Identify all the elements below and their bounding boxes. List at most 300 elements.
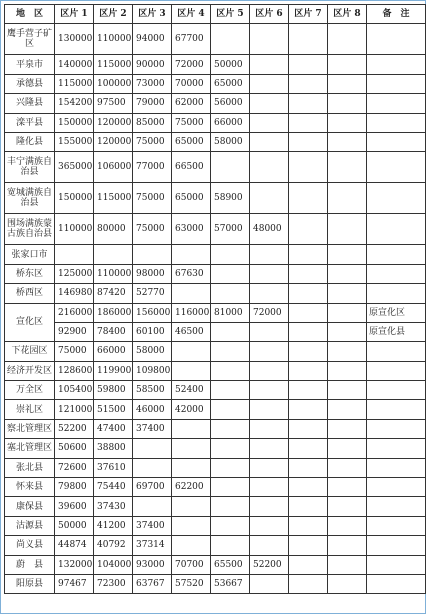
zone-price-cell: 121000 bbox=[55, 400, 94, 419]
table-row bbox=[5, 458, 426, 477]
zone-price-cell: 109800 bbox=[133, 361, 172, 380]
zone-price-cell: 38800 bbox=[94, 439, 133, 458]
table-row bbox=[5, 536, 426, 555]
region-name-cell: 桥东区 bbox=[5, 264, 55, 283]
note-cell bbox=[367, 94, 426, 113]
zone-price-cell bbox=[328, 214, 367, 245]
zone-price-cell: 69700 bbox=[133, 478, 172, 497]
zone-price-cell: 52200 bbox=[55, 419, 94, 438]
column-header: 区片 5 bbox=[211, 5, 250, 24]
zone-price-cell bbox=[289, 132, 328, 151]
zone-price-cell: 37400 bbox=[133, 516, 172, 535]
zone-price-cell bbox=[289, 574, 328, 593]
zone-price-cell bbox=[211, 284, 250, 303]
zone-price-cell: 39600 bbox=[55, 497, 94, 516]
table-row bbox=[5, 381, 426, 400]
zone-price-cell bbox=[328, 555, 367, 574]
column-header: 备 注 bbox=[367, 5, 426, 24]
zone-price-cell bbox=[328, 183, 367, 214]
zone-price-cell: 66000 bbox=[211, 113, 250, 132]
zone-price-cell: 365000 bbox=[55, 152, 94, 183]
table-row bbox=[5, 55, 426, 74]
note-cell bbox=[367, 183, 426, 214]
zone-price-cell: 75000 bbox=[133, 132, 172, 151]
zone-price-cell: 110000 bbox=[94, 264, 133, 283]
zone-price-cell: 125000 bbox=[55, 264, 94, 283]
zone-price-cell: 72600 bbox=[55, 458, 94, 477]
zone-price-cell bbox=[250, 439, 289, 458]
zone-price-cell: 65000 bbox=[211, 74, 250, 93]
zone-price-cell: 37610 bbox=[94, 458, 133, 477]
zone-price-cell bbox=[289, 342, 328, 361]
zone-price-cell bbox=[94, 245, 133, 264]
zone-price-cell bbox=[289, 419, 328, 438]
zone-price-cell bbox=[289, 113, 328, 132]
zone-price-cell bbox=[289, 361, 328, 380]
zone-price-cell: 155000 bbox=[55, 132, 94, 151]
zone-price-cell bbox=[211, 400, 250, 419]
note-cell bbox=[367, 400, 426, 419]
region-name-cell: 怀来县 bbox=[5, 478, 55, 497]
region-name-cell: 康保县 bbox=[5, 497, 55, 516]
zone-price-cell bbox=[172, 361, 211, 380]
table-row bbox=[5, 132, 426, 151]
zone-price-cell: 100000 bbox=[94, 74, 133, 93]
note-cell bbox=[367, 536, 426, 555]
zone-price-cell: 62200 bbox=[172, 478, 211, 497]
zone-price-cell bbox=[289, 74, 328, 93]
zone-price-cell: 50000 bbox=[55, 516, 94, 535]
zone-price-cell: 37430 bbox=[94, 497, 133, 516]
zone-price-cell bbox=[328, 322, 367, 341]
zone-price-cell: 58500 bbox=[133, 381, 172, 400]
zone-price-cell: 53667 bbox=[211, 574, 250, 593]
zone-price-cell bbox=[250, 322, 289, 341]
zone-price-cell bbox=[289, 245, 328, 264]
zone-price-cell bbox=[250, 516, 289, 535]
note-cell bbox=[367, 55, 426, 74]
table-row bbox=[5, 322, 426, 341]
zone-price-cell: 79800 bbox=[55, 478, 94, 497]
region-name-cell: 万全区 bbox=[5, 381, 55, 400]
zone-price-cell: 58900 bbox=[211, 183, 250, 214]
region-name-cell: 兴隆县 bbox=[5, 94, 55, 113]
region-name-cell: 鹰手营子矿区 bbox=[5, 24, 55, 55]
zone-price-cell: 70000 bbox=[172, 74, 211, 93]
zone-price-cell: 110000 bbox=[94, 24, 133, 55]
zone-price-cell bbox=[289, 400, 328, 419]
zone-price-cell bbox=[211, 264, 250, 283]
zone-price-cell bbox=[250, 400, 289, 419]
zone-price-cell bbox=[172, 439, 211, 458]
zone-price-cell bbox=[289, 214, 328, 245]
zone-price-cell bbox=[211, 536, 250, 555]
zone-price-cell bbox=[133, 245, 172, 264]
zone-price-cell bbox=[328, 342, 367, 361]
table-row bbox=[5, 497, 426, 516]
zone-price-cell bbox=[289, 439, 328, 458]
zone-price-cell: 120000 bbox=[94, 113, 133, 132]
table-row bbox=[5, 478, 426, 497]
zone-price-cell bbox=[211, 361, 250, 380]
table-row bbox=[5, 555, 426, 574]
note-cell bbox=[367, 516, 426, 535]
zone-price-cell bbox=[250, 24, 289, 55]
zone-price-cell bbox=[133, 439, 172, 458]
zone-price-cell bbox=[289, 24, 328, 55]
zone-price-cell bbox=[328, 361, 367, 380]
table-row bbox=[5, 342, 426, 361]
zone-price-cell bbox=[211, 497, 250, 516]
zone-price-cell: 92900 bbox=[55, 322, 94, 341]
zone-price-cell bbox=[289, 322, 328, 341]
zone-price-cell bbox=[133, 458, 172, 477]
zone-price-cell bbox=[289, 303, 328, 322]
zone-price-cell: 50600 bbox=[55, 439, 94, 458]
table-row bbox=[5, 94, 426, 113]
zone-price-cell: 58000 bbox=[133, 342, 172, 361]
zone-price-cell: 72300 bbox=[94, 574, 133, 593]
zone-price-cell bbox=[250, 152, 289, 183]
zone-price-cell bbox=[328, 284, 367, 303]
zone-price-cell: 63000 bbox=[172, 214, 211, 245]
region-name-cell: 桥西区 bbox=[5, 284, 55, 303]
zone-price-cell bbox=[250, 458, 289, 477]
zone-price-cell: 67700 bbox=[172, 24, 211, 55]
zone-price-cell bbox=[250, 132, 289, 151]
zone-price-cell bbox=[328, 536, 367, 555]
note-cell bbox=[367, 113, 426, 132]
zone-price-cell bbox=[211, 419, 250, 438]
zone-price-cell bbox=[250, 361, 289, 380]
zone-price-cell: 75000 bbox=[55, 342, 94, 361]
zone-price-cell: 40792 bbox=[94, 536, 133, 555]
table-row bbox=[5, 214, 426, 245]
note-cell bbox=[367, 214, 426, 245]
note-cell: 原宣化区 bbox=[367, 303, 426, 322]
table-row bbox=[5, 245, 426, 264]
region-name-cell: 下花园区 bbox=[5, 342, 55, 361]
region-name-cell: 崇礼区 bbox=[5, 400, 55, 419]
zone-price-cell: 46500 bbox=[172, 322, 211, 341]
region-name-cell: 经济开发区 bbox=[5, 361, 55, 380]
note-cell bbox=[367, 574, 426, 593]
zone-price-cell bbox=[328, 24, 367, 55]
zone-price-cell: 104000 bbox=[94, 555, 133, 574]
zone-price-cell: 81000 bbox=[211, 303, 250, 322]
zone-price-cell bbox=[211, 458, 250, 477]
zone-price-cell bbox=[250, 284, 289, 303]
zone-price-cell: 73000 bbox=[133, 74, 172, 93]
region-name-cell: 围场满族蒙古族自治县 bbox=[5, 214, 55, 245]
zone-price-cell: 75000 bbox=[133, 214, 172, 245]
table-row bbox=[5, 303, 426, 322]
zone-price-cell: 65000 bbox=[172, 183, 211, 214]
table-row bbox=[5, 516, 426, 535]
zone-price-cell: 75440 bbox=[94, 478, 133, 497]
table-row bbox=[5, 113, 426, 132]
zone-price-cell: 70700 bbox=[172, 555, 211, 574]
table-row bbox=[5, 24, 426, 55]
zone-price-cell bbox=[289, 478, 328, 497]
zone-price-cell: 90000 bbox=[133, 55, 172, 74]
zone-price-cell bbox=[328, 381, 367, 400]
zone-price-cell: 57520 bbox=[172, 574, 211, 593]
zone-price-cell bbox=[328, 152, 367, 183]
zone-price-cell: 146980 bbox=[55, 284, 94, 303]
zone-price-cell bbox=[289, 536, 328, 555]
note-cell bbox=[367, 458, 426, 477]
zone-price-cell bbox=[328, 113, 367, 132]
note-cell bbox=[367, 381, 426, 400]
region-name-cell: 丰宁满族自治县 bbox=[5, 152, 55, 183]
zone-price-cell bbox=[250, 183, 289, 214]
zone-price-cell bbox=[133, 497, 172, 516]
zone-price-cell bbox=[289, 264, 328, 283]
zone-price-cell bbox=[211, 245, 250, 264]
note-cell bbox=[367, 264, 426, 283]
zone-price-cell bbox=[250, 419, 289, 438]
zone-price-cell: 52770 bbox=[133, 284, 172, 303]
region-name-cell: 察北管理区 bbox=[5, 419, 55, 438]
zone-price-cell: 85000 bbox=[133, 113, 172, 132]
region-name-cell: 张家口市 bbox=[5, 245, 55, 264]
zone-price-cell bbox=[328, 478, 367, 497]
zone-price-cell: 156000 bbox=[133, 303, 172, 322]
zone-price-cell bbox=[250, 55, 289, 74]
table-row bbox=[5, 284, 426, 303]
note-cell bbox=[367, 419, 426, 438]
zone-price-cell bbox=[289, 381, 328, 400]
note-cell bbox=[367, 74, 426, 93]
note-cell bbox=[367, 342, 426, 361]
zone-price-cell: 72000 bbox=[172, 55, 211, 74]
zone-price-cell: 48000 bbox=[250, 214, 289, 245]
zone-price-cell: 37400 bbox=[133, 419, 172, 438]
zone-price-cell bbox=[289, 152, 328, 183]
zone-price-cell bbox=[211, 24, 250, 55]
zone-price-cell bbox=[289, 497, 328, 516]
zone-price-cell bbox=[328, 245, 367, 264]
zone-price-cell: 105400 bbox=[55, 381, 94, 400]
zone-price-cell bbox=[172, 245, 211, 264]
zone-price-cell: 41200 bbox=[94, 516, 133, 535]
zone-price-cell: 150000 bbox=[55, 183, 94, 214]
zone-price-cell bbox=[211, 516, 250, 535]
table-body bbox=[5, 24, 426, 594]
zone-price-cell bbox=[328, 419, 367, 438]
zone-price-cell bbox=[250, 342, 289, 361]
zone-price-cell bbox=[211, 478, 250, 497]
zone-price-cell: 132000 bbox=[55, 555, 94, 574]
region-name-cell: 宣化区 bbox=[5, 303, 55, 342]
zone-price-cell bbox=[289, 555, 328, 574]
note-cell bbox=[367, 555, 426, 574]
note-cell bbox=[367, 152, 426, 183]
zone-price-cell: 65500 bbox=[211, 555, 250, 574]
zone-price-cell bbox=[250, 497, 289, 516]
zone-price-cell bbox=[328, 497, 367, 516]
zone-price-cell: 44874 bbox=[55, 536, 94, 555]
zone-price-cell bbox=[250, 264, 289, 283]
zone-price-cell: 77000 bbox=[133, 152, 172, 183]
zone-price-cell: 65000 bbox=[172, 132, 211, 151]
zone-price-cell bbox=[250, 381, 289, 400]
zone-price-cell: 128600 bbox=[55, 361, 94, 380]
region-name-cell: 张北县 bbox=[5, 458, 55, 477]
zone-price-cell bbox=[250, 478, 289, 497]
zone-price-cell: 57000 bbox=[211, 214, 250, 245]
zone-price-cell: 94000 bbox=[133, 24, 172, 55]
zone-price-cell: 140000 bbox=[55, 55, 94, 74]
region-name-cell: 阳原县 bbox=[5, 574, 55, 593]
table-row bbox=[5, 574, 426, 593]
zone-price-cell: 42000 bbox=[172, 400, 211, 419]
zone-price-cell: 75000 bbox=[133, 183, 172, 214]
zone-price-cell: 93000 bbox=[133, 555, 172, 574]
zone-price-cell: 110000 bbox=[55, 214, 94, 245]
zone-price-cell bbox=[328, 439, 367, 458]
zone-price-cell: 66000 bbox=[94, 342, 133, 361]
zone-price-cell: 62000 bbox=[172, 94, 211, 113]
zone-price-cell: 87420 bbox=[94, 284, 133, 303]
zone-price-cell bbox=[328, 74, 367, 93]
zone-price-cell bbox=[289, 55, 328, 74]
zone-price-cell bbox=[328, 94, 367, 113]
region-name-cell: 尚义县 bbox=[5, 536, 55, 555]
zone-price-cell bbox=[289, 183, 328, 214]
zone-price-cell bbox=[328, 516, 367, 535]
note-cell: 原宣化县 bbox=[367, 322, 426, 341]
zone-price-cell: 75000 bbox=[172, 113, 211, 132]
zone-price-cell bbox=[55, 245, 94, 264]
table-row bbox=[5, 400, 426, 419]
zone-price-cell bbox=[289, 458, 328, 477]
note-cell bbox=[367, 361, 426, 380]
zone-price-cell bbox=[172, 516, 211, 535]
column-header: 区片 4 bbox=[172, 5, 211, 24]
zone-price-cell: 97500 bbox=[94, 94, 133, 113]
zone-price-cell bbox=[328, 574, 367, 593]
zone-price-cell: 97467 bbox=[55, 574, 94, 593]
note-cell bbox=[367, 284, 426, 303]
region-name-cell: 承德县 bbox=[5, 74, 55, 93]
column-header: 区片 6 bbox=[250, 5, 289, 24]
region-name-cell: 滦平县 bbox=[5, 113, 55, 132]
table-row bbox=[5, 361, 426, 380]
zone-price-cell bbox=[328, 458, 367, 477]
zone-price-cell: 66500 bbox=[172, 152, 211, 183]
column-header: 区片 2 bbox=[94, 5, 133, 24]
table-row bbox=[5, 264, 426, 283]
region-name-cell: 宽城满族自治县 bbox=[5, 183, 55, 214]
note-cell bbox=[367, 497, 426, 516]
zone-price-cell: 37314 bbox=[133, 536, 172, 555]
column-header: 地 区 bbox=[5, 5, 55, 24]
column-header: 区片 3 bbox=[133, 5, 172, 24]
note-cell bbox=[367, 24, 426, 55]
zone-price-cell bbox=[250, 113, 289, 132]
zone-price-cell bbox=[289, 516, 328, 535]
table-row bbox=[5, 74, 426, 93]
zone-price-cell bbox=[172, 342, 211, 361]
table-row bbox=[5, 419, 426, 438]
zone-price-cell: 56000 bbox=[211, 94, 250, 113]
zone-price-cell bbox=[289, 284, 328, 303]
table-row bbox=[5, 152, 426, 183]
note-cell bbox=[367, 439, 426, 458]
zone-price-cell: 119900 bbox=[94, 361, 133, 380]
column-header: 区片 7 bbox=[289, 5, 328, 24]
zone-price-cell: 130000 bbox=[55, 24, 94, 55]
zone-price-cell bbox=[250, 574, 289, 593]
zone-price-cell bbox=[172, 536, 211, 555]
zone-price-cell bbox=[211, 322, 250, 341]
zone-price-cell bbox=[172, 497, 211, 516]
zone-price-cell bbox=[172, 284, 211, 303]
zone-price-cell: 186000 bbox=[94, 303, 133, 322]
zone-price-cell: 106000 bbox=[94, 152, 133, 183]
zone-price-cell: 51500 bbox=[94, 400, 133, 419]
header-row bbox=[5, 5, 426, 24]
land-price-table bbox=[4, 4, 426, 594]
region-name-cell: 沽源县 bbox=[5, 516, 55, 535]
column-header: 区片 1 bbox=[55, 5, 94, 24]
zone-price-cell: 115000 bbox=[94, 183, 133, 214]
zone-price-cell: 115000 bbox=[94, 55, 133, 74]
zone-price-cell: 52400 bbox=[172, 381, 211, 400]
column-header: 区片 8 bbox=[328, 5, 367, 24]
note-cell bbox=[367, 132, 426, 151]
zone-price-cell: 50000 bbox=[211, 55, 250, 74]
region-name-cell: 塞北管理区 bbox=[5, 439, 55, 458]
zone-price-cell: 52200 bbox=[250, 555, 289, 574]
zone-price-cell: 72000 bbox=[250, 303, 289, 322]
zone-price-cell bbox=[211, 439, 250, 458]
zone-price-cell: 79000 bbox=[133, 94, 172, 113]
zone-price-cell bbox=[328, 303, 367, 322]
zone-price-cell: 116000 bbox=[172, 303, 211, 322]
zone-price-cell bbox=[328, 400, 367, 419]
zone-price-cell bbox=[289, 94, 328, 113]
zone-price-cell: 115000 bbox=[55, 74, 94, 93]
zone-price-cell bbox=[172, 458, 211, 477]
zone-price-cell: 150000 bbox=[55, 113, 94, 132]
table-row bbox=[5, 183, 426, 214]
zone-price-cell: 216000 bbox=[55, 303, 94, 322]
zone-price-cell bbox=[211, 342, 250, 361]
region-name-cell: 隆化县 bbox=[5, 132, 55, 151]
zone-price-cell bbox=[211, 381, 250, 400]
table-row bbox=[5, 439, 426, 458]
zone-price-cell: 63767 bbox=[133, 574, 172, 593]
region-name-cell: 蔚 县 bbox=[5, 555, 55, 574]
zone-price-cell: 78400 bbox=[94, 322, 133, 341]
zone-price-cell: 47400 bbox=[94, 419, 133, 438]
zone-price-cell: 59800 bbox=[94, 381, 133, 400]
zone-price-cell bbox=[250, 94, 289, 113]
zone-price-cell bbox=[328, 132, 367, 151]
zone-price-cell bbox=[328, 55, 367, 74]
zone-price-cell bbox=[172, 419, 211, 438]
zone-price-cell: 46000 bbox=[133, 400, 172, 419]
note-cell bbox=[367, 478, 426, 497]
zone-price-cell bbox=[250, 536, 289, 555]
zone-price-cell bbox=[250, 245, 289, 264]
zone-price-cell bbox=[211, 152, 250, 183]
zone-price-cell: 120000 bbox=[94, 132, 133, 151]
zone-price-cell bbox=[328, 264, 367, 283]
